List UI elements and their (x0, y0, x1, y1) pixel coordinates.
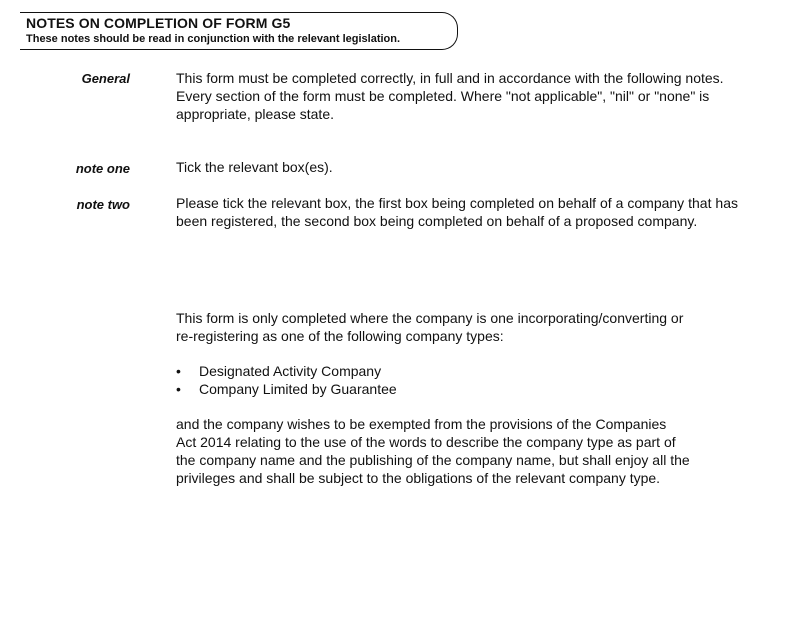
section-label-general: General (81, 71, 130, 86)
intro-line: This form is only completed where the company is one incorporating/converting or (176, 310, 684, 326)
general-notes (176, 69, 738, 123)
general-line: Every section of the form must be completed. Where "not applicable", "nil" or "none" is (176, 88, 710, 104)
company-type-label: Company Limited by Guarantee (199, 381, 397, 397)
list-item (176, 380, 736, 398)
exemption-paragraph (176, 415, 738, 487)
closing-line: Act 2014 relating to the use of the words to describe the company type as part of (176, 434, 676, 450)
bullet-icon: • (176, 363, 181, 379)
company-types-list (176, 362, 736, 398)
form-header-box (20, 12, 458, 50)
form-subtitle: These notes should be read in conjunction with the relevant legislation. (26, 33, 401, 45)
form-title: NOTES ON COMPLETION OF FORM G5 (26, 15, 291, 31)
general-line: This form must be completed correctly, in full and in accordance with the following notes. (176, 70, 724, 86)
note-two-text: Please tick the relevant box, the first box being completed on behalf of a company that has been registered, the second box being completed on behalf of a proposed company. (176, 195, 738, 229)
closing-line: the company name and the publishing of the company name, but shall enjoy all the (176, 452, 690, 468)
section-label-note-one: note one (75, 161, 130, 176)
company-type-label: Designated Activity Company (199, 363, 382, 379)
bullet-icon: • (176, 381, 181, 397)
note-one-text: Tick the relevant box(es). (176, 159, 333, 175)
company-types-intro (176, 309, 738, 345)
list-item (176, 362, 736, 380)
intro-line: re-registering as one of the following company types: (176, 328, 504, 344)
closing-line: and the company wishes to be exempted from the provisions of the Companies (176, 416, 667, 432)
general-line: appropriate, please state. (176, 106, 334, 122)
section-label-note-two: note two (76, 197, 130, 212)
closing-line: privileges and shall be subject to the obligations of the relevant company type. (176, 470, 661, 486)
